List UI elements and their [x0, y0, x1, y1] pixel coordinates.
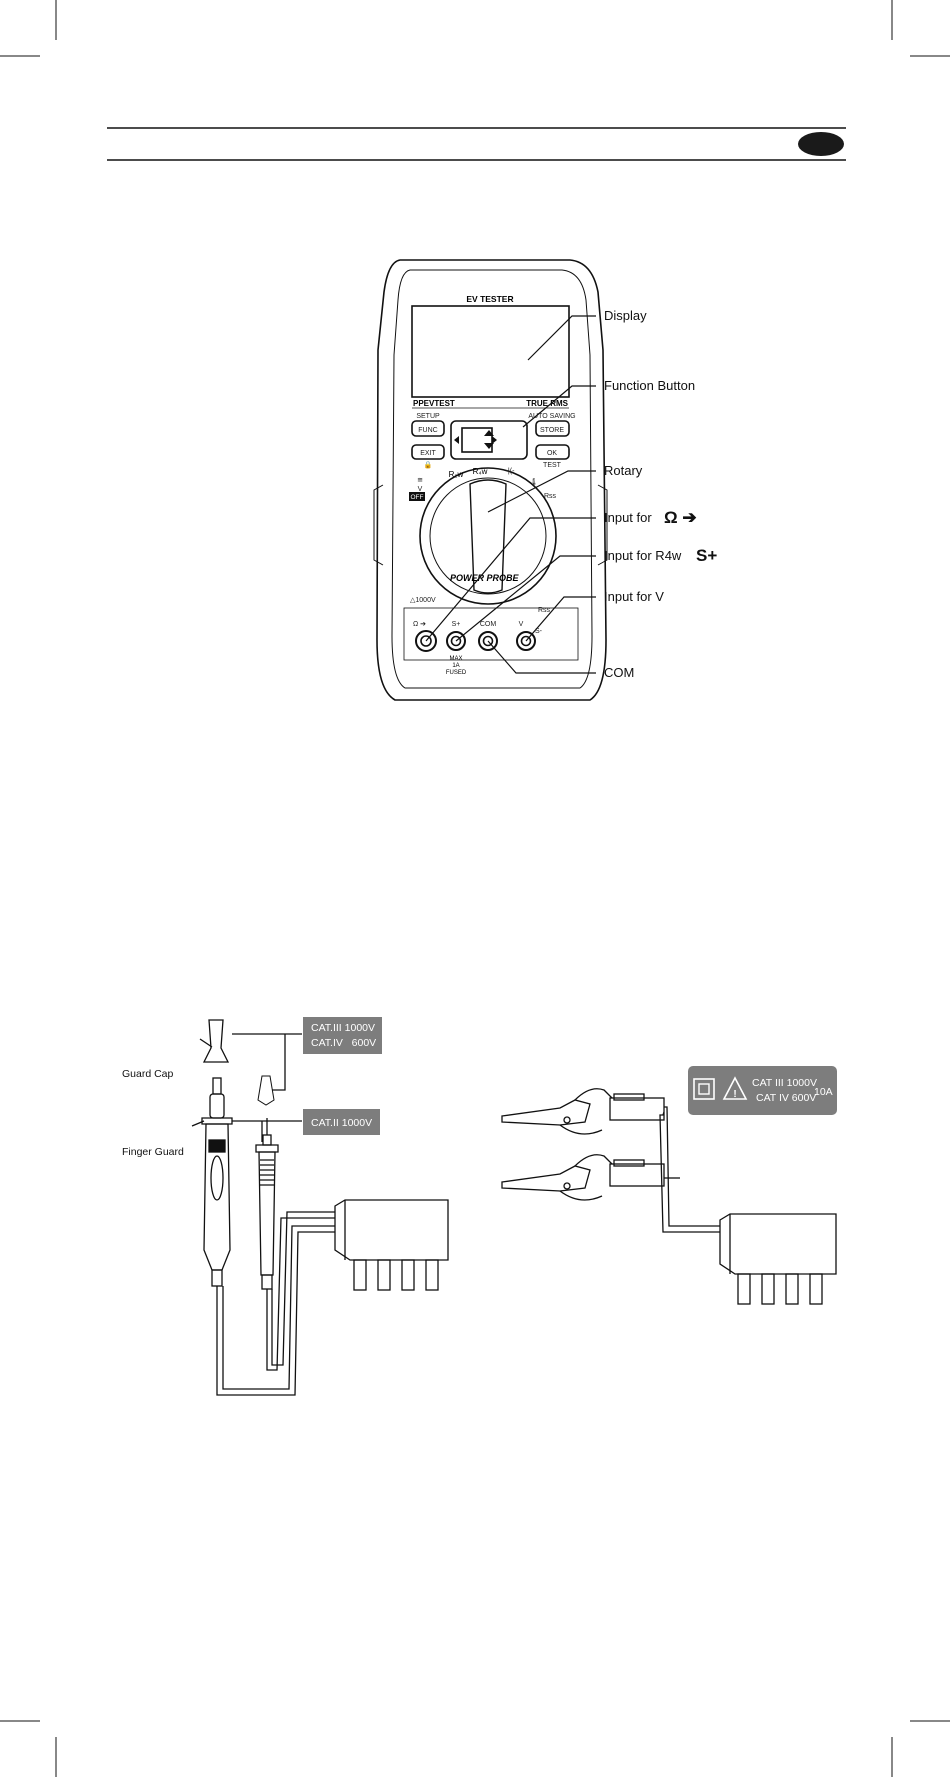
lcd-screen [412, 306, 569, 397]
callout-ohm-diode-symbol: Ω ➔ [664, 508, 697, 527]
cat-tag: △1000V [410, 597, 436, 604]
logo: POWER PROBE [450, 573, 519, 583]
left-arrow-icon [454, 436, 459, 444]
jack-label-sminus: S- [535, 628, 542, 635]
callout-input-v: Input for V [604, 589, 664, 604]
cat-box-1-line1: CAT.III 1000V [311, 1022, 376, 1034]
max-fused-3: FUSED [445, 670, 467, 676]
alligator-clip-illustration [502, 1089, 836, 1304]
dial-v: V [417, 486, 423, 493]
callout-rotary: Rotary [604, 463, 643, 478]
multimeter-illustration [374, 260, 607, 700]
dial-r2w: R₂w [448, 470, 464, 479]
callout-display: Display [604, 308, 647, 323]
func-label: FUNC [418, 427, 438, 434]
cat-box-1-line2: CAT.IV 600V [311, 1037, 377, 1049]
screen-title: EV TESTER [466, 294, 514, 304]
test-label: TEST [543, 462, 561, 469]
clip-current: 10A [814, 1086, 833, 1098]
page-header [107, 128, 846, 160]
jack-label-splus: S+ [451, 621, 461, 628]
lock-icon: 🔒 [423, 462, 433, 469]
max-fused-1: MAX [449, 656, 463, 662]
callout-s-plus-symbol: S+ [696, 546, 718, 565]
setup-label: SETUP [416, 413, 440, 420]
dial-vac-icon: ≅ [417, 477, 423, 484]
nav-arrows [454, 430, 497, 449]
finger-guard-label: Finger Guard [122, 1146, 184, 1158]
clip-rating-line2: CAT IV 600V [756, 1092, 817, 1104]
dial-off: OFF [410, 494, 424, 501]
ok-label: OK [546, 450, 558, 457]
dial-temp-icon: 🌡 [529, 479, 539, 486]
cat-box-2-text: CAT.II 1000V [311, 1117, 373, 1129]
jack-label-com: COM [479, 621, 497, 628]
callout-input-r4w: Input for R4w [604, 548, 682, 563]
page-number-badge [798, 132, 844, 156]
brand-left: PPEVTEST [413, 399, 455, 408]
max-fused-2: 1A [452, 663, 460, 669]
guard-cap-label: Guard Cap [122, 1068, 174, 1080]
dial-r4w: R₄w [472, 467, 488, 476]
callout-function-button: Function Button [604, 378, 696, 393]
callout-input-ohm: Input for [604, 510, 652, 525]
store-label: STORE [540, 427, 564, 434]
exit-label: EXIT [420, 450, 436, 457]
dial-cap: -|(- [505, 468, 515, 475]
right-arrow-icon [492, 436, 497, 444]
jack-label-v: V [518, 621, 524, 628]
jack-label-ohm: Ω ➔ [413, 621, 427, 628]
callout-com: COM [604, 665, 635, 680]
test-probe-illustration [192, 1020, 448, 1395]
auto-saving-label: AUTO SAVING [528, 413, 576, 420]
brand-right: TRUE RMS [526, 399, 568, 408]
clip-rating-line1: CAT III 1000V [752, 1077, 817, 1089]
svg-text:!: ! [733, 1089, 737, 1100]
rss-top-label: Rss [538, 607, 551, 614]
dial-rss: Rss [543, 493, 557, 500]
